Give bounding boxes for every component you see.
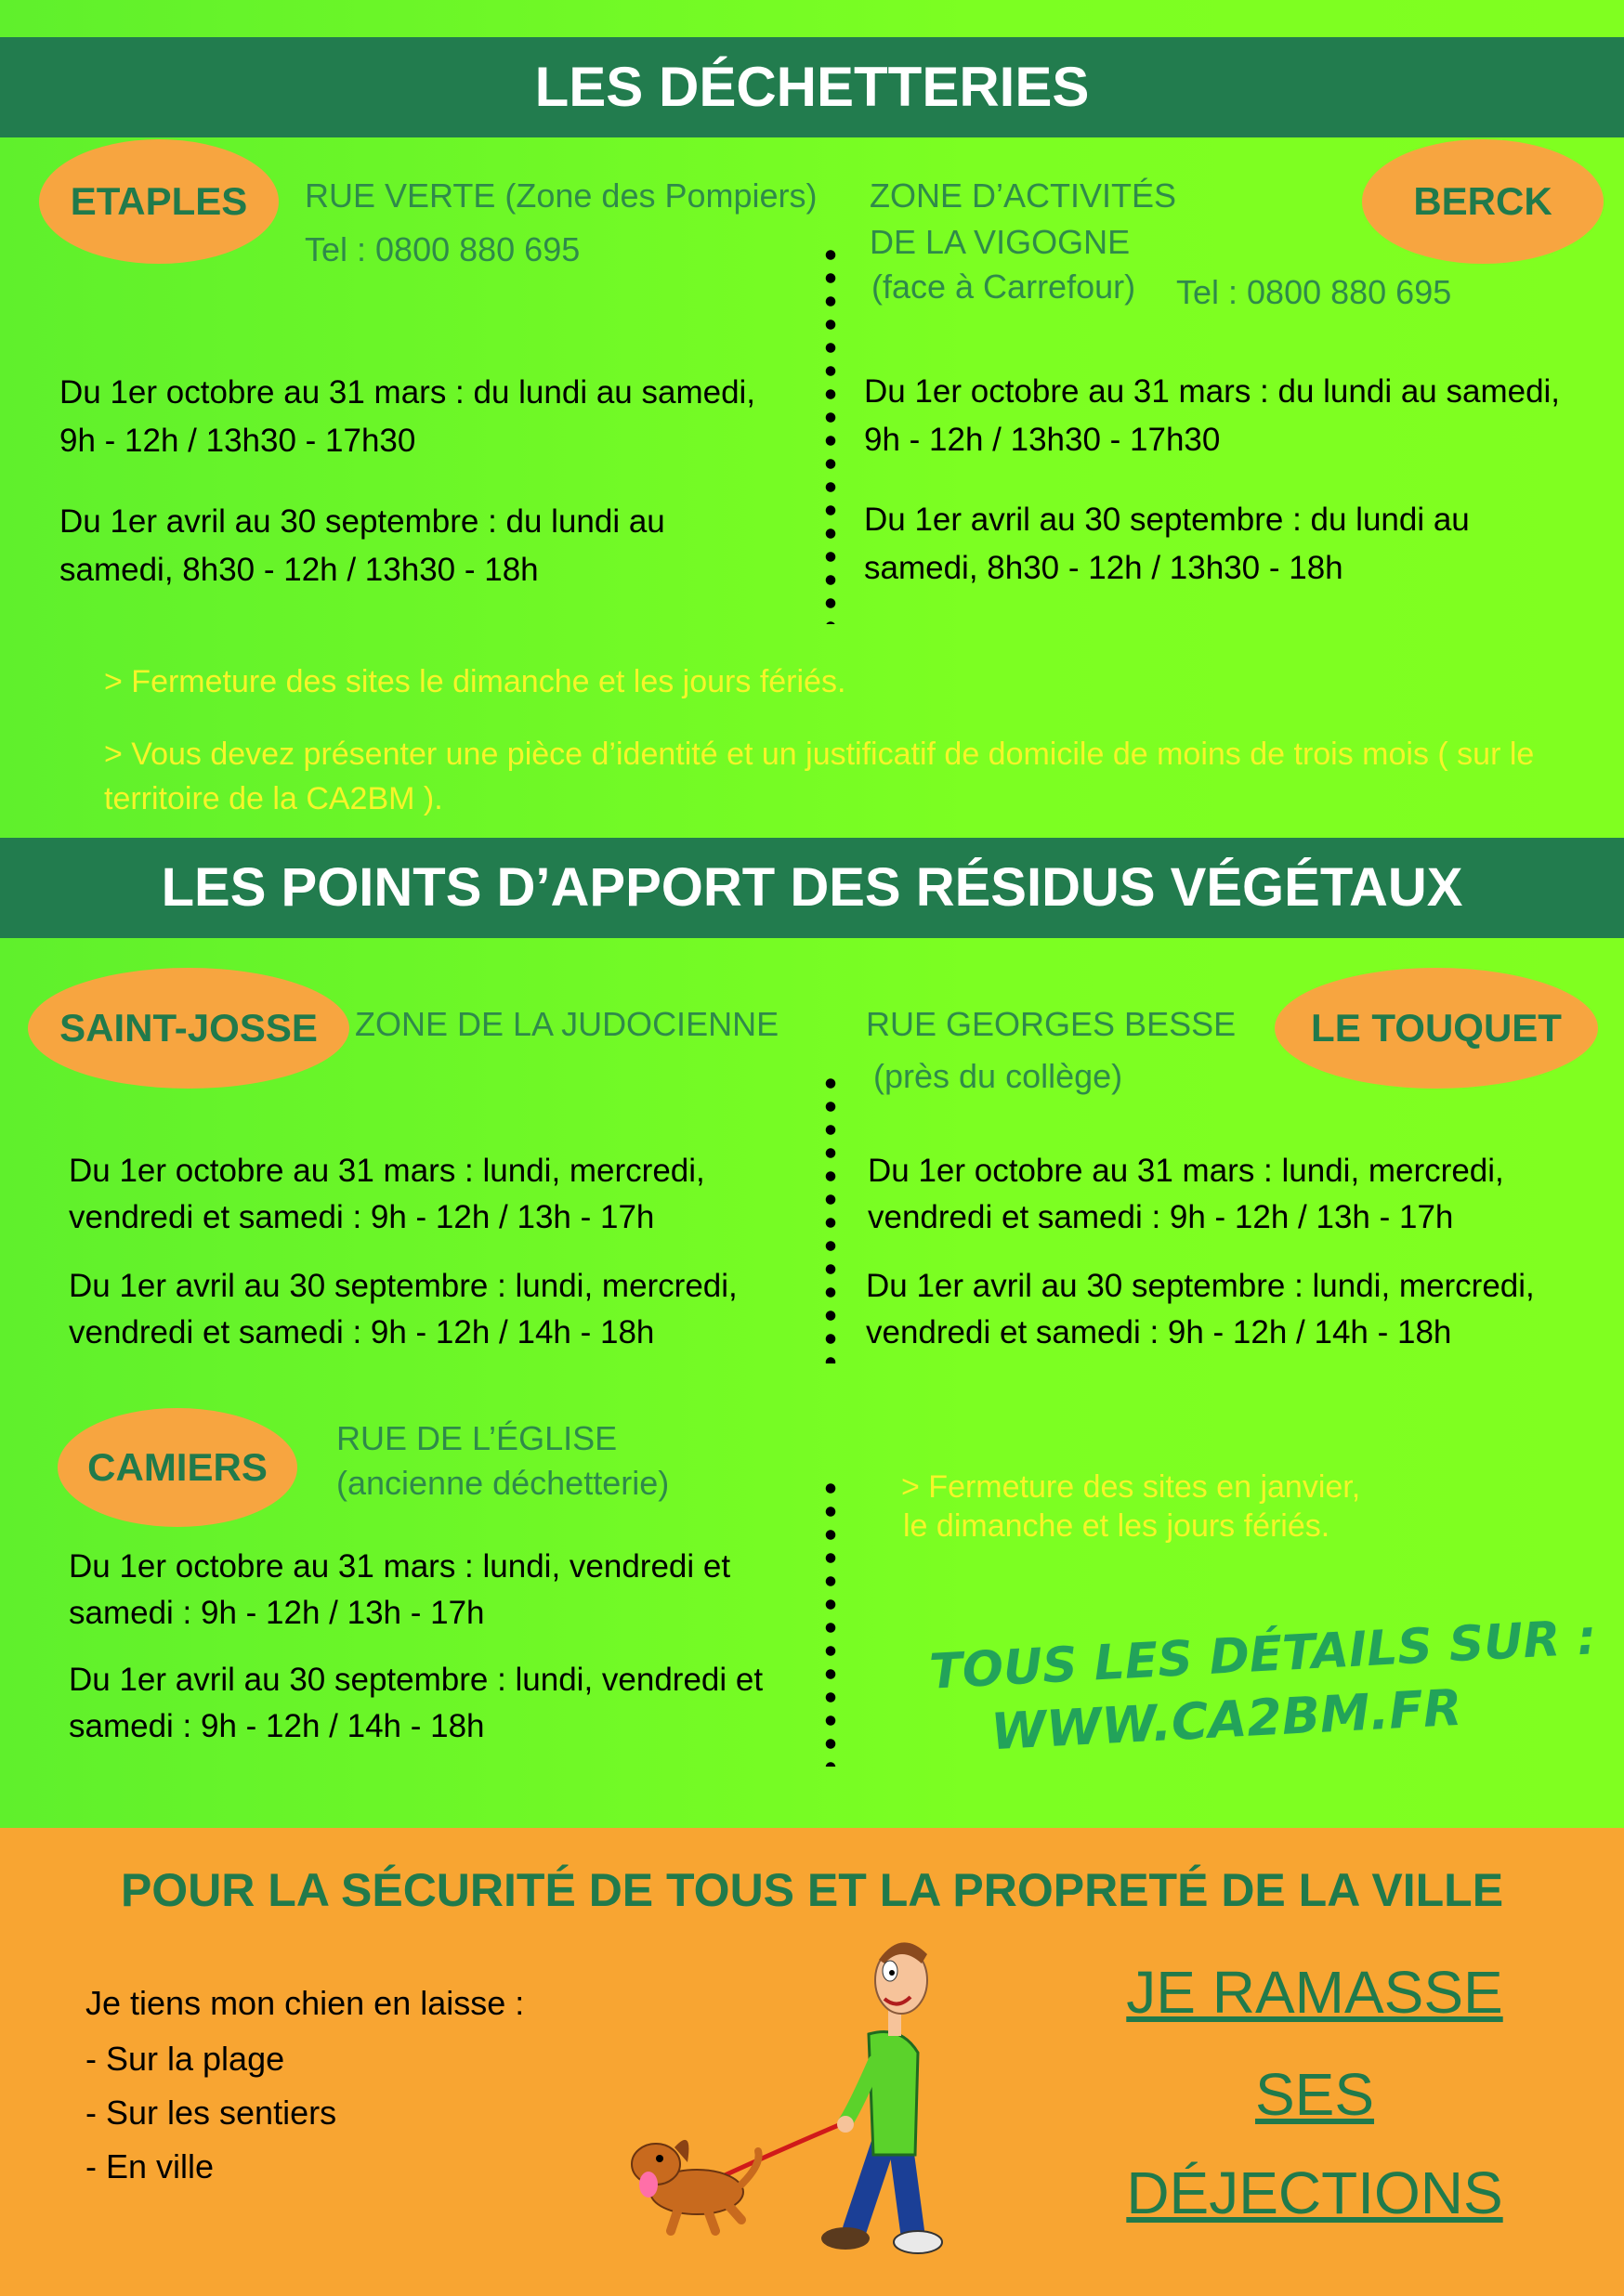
- etaples-winter-hours: Du 1er octobre au 31 mars : du lundi au samedi, 9h - 12h / 13h30 - 17h30: [59, 374, 756, 459]
- etaples-summer-hours: Du 1er avril au 30 septembre : du lundi au samedi, 8h30 - 12h / 13h30 - 18h: [59, 503, 665, 588]
- le-touquet-winter-hours: Du 1er octobre au 31 mars : lundi, mercredi, vendredi et samedi : 9h - 12h / 13h - 17h: [868, 1153, 1504, 1235]
- camiers-badge: CAMIERS: [58, 1408, 297, 1527]
- section-title-decheteries: LES DÉCHETTERIES: [0, 37, 1624, 137]
- slogan-line3: DÉJECTIONS: [1126, 2159, 1503, 2226]
- man-walking-dog-illustration: [622, 1932, 1013, 2257]
- berck-address-line2: DE LA VIGOGNE: [870, 223, 1131, 261]
- berck-summer-hours: Du 1er avril au 30 septembre : du lundi au samedi, 8h30 - 12h / 13h30 - 18h: [864, 502, 1470, 586]
- closure-note: > Fermeture des sites le dimanche et les jours fériés.: [104, 664, 846, 699]
- camiers-winter-hours: Du 1er octobre au 31 mars : lundi, vendredi et samedi : 9h - 12h / 13h - 17h: [69, 1548, 731, 1631]
- leash-item-paths: - Sur les sentiers: [85, 2094, 337, 2132]
- berck-address-line3: (face à Carrefour): [871, 267, 1136, 306]
- saint-josse-winter-hours: Du 1er octobre au 31 mars : lundi, mercredi, vendredi et samedi : 9h - 12h / 13h - 17h: [69, 1153, 705, 1235]
- website-link[interactable]: WWW.CA2BM.FR: [989, 1677, 1463, 1762]
- slogan-line1: JE RAMASSE: [1126, 1959, 1503, 2026]
- berck-address-line1: ZONE D’ACTIVITÉS: [870, 176, 1177, 215]
- vegetaux-closure-note-line1: > Fermeture des sites en janvier,: [901, 1469, 1361, 1505]
- berck-tel: Tel : 0800 880 695: [1176, 273, 1452, 311]
- dog-section-title: POUR LA SÉCURITÉ DE TOUS ET LA PROPRETÉ DE LA VILLE: [120, 1864, 1504, 1916]
- green-background-top: [0, 0, 1624, 37]
- identity-note: > Vous devez présenter une pièce d’identité et un justificatif de domicile de moins de trois mois ( sur le territoire de la CA2BM ).: [104, 737, 1535, 816]
- column-divider: [825, 243, 836, 624]
- details-line1: TOUS LES DÉTAILS SUR :: [927, 1610, 1598, 1701]
- camiers-address-line1: RUE DE L’ÉGLISE: [336, 1419, 618, 1457]
- le-touquet-address-line2: (près du collège): [873, 1057, 1123, 1095]
- section-title-vegetaux: LES POINTS D’APPORT DES RÉSIDUS VÉGÉTAUX: [0, 838, 1624, 938]
- etaples-badge: ETAPLES: [39, 139, 279, 264]
- camiers-address-line2: (ancienne déchetterie): [336, 1464, 670, 1502]
- berck-badge: BERCK: [1362, 139, 1604, 264]
- camiers-summer-hours: Du 1er avril au 30 septembre : lundi, vendredi et samedi : 9h - 12h / 14h - 18h: [69, 1662, 764, 1744]
- leash-item-beach: - Sur la plage: [85, 2040, 285, 2078]
- etaples-tel: Tel : 0800 880 695: [305, 230, 581, 268]
- leash-item-town: - En ville: [85, 2147, 215, 2185]
- saint-josse-badge: SAINT-JOSSE: [28, 968, 349, 1089]
- le-touquet-summer-hours: Du 1er avril au 30 septembre : lundi, mercredi, vendredi et samedi : 9h - 12h / 14h - 18h: [866, 1268, 1535, 1350]
- berck-winter-hours: Du 1er octobre au 31 mars : du lundi au samedi, 9h - 12h / 13h30 - 17h30: [864, 373, 1561, 458]
- vegetaux-closure-note-line2: le dimanche et les jours fériés.: [903, 1508, 1330, 1544]
- le-touquet-address-line1: RUE GEORGES BESSE: [866, 1005, 1237, 1043]
- le-touquet-badge: LE TOUQUET: [1275, 968, 1598, 1089]
- column-divider: [825, 1072, 836, 1363]
- etaples-address: RUE VERTE (Zone des Pompiers): [305, 176, 818, 215]
- leash-intro: Je tiens mon chien en laisse :: [85, 1984, 525, 2022]
- column-divider: [825, 1477, 836, 1767]
- saint-josse-summer-hours: Du 1er avril au 30 septembre : lundi, mercredi, vendredi et samedi : 9h - 12h / 14h - 18h: [69, 1268, 738, 1350]
- slogan-line2: SES: [1254, 2061, 1375, 2128]
- saint-josse-address: ZONE DE LA JUDOCIENNE: [355, 1005, 779, 1043]
